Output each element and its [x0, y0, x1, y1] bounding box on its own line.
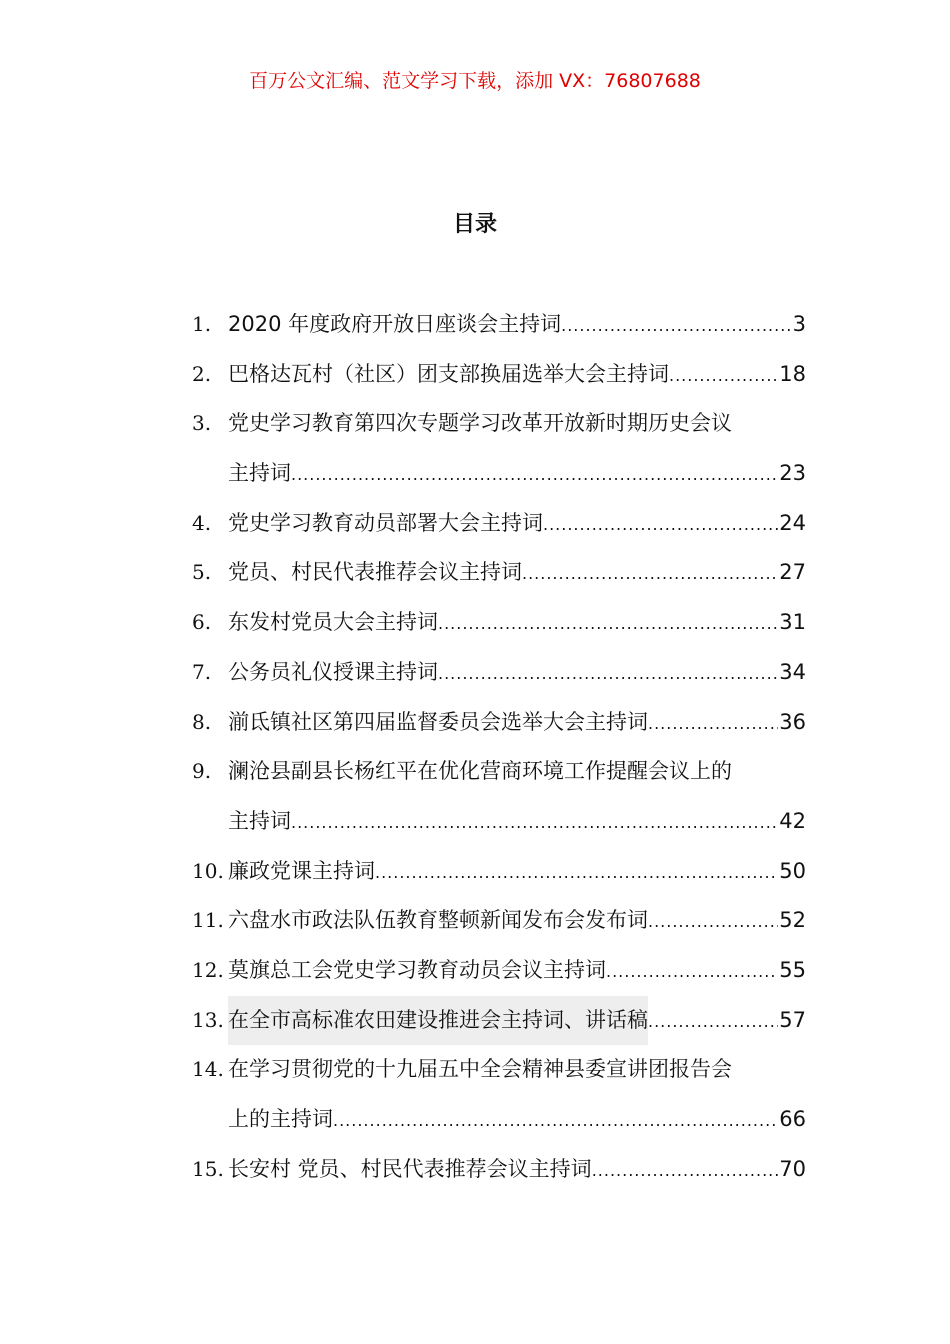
- toc-entry-number: 5.: [192, 560, 212, 585]
- toc-entry-title: 上的主持词: [228, 1107, 333, 1131]
- toc-entry-line: [228, 300, 806, 351]
- toc-entry-number: 12.: [192, 957, 224, 982]
- toc-entry-line: [228, 896, 806, 947]
- toc-page-number: 50: [779, 858, 806, 883]
- toc-entry-line: [228, 698, 806, 749]
- toc-page-number: 27: [779, 560, 806, 585]
- toc-dot-leader: [375, 848, 778, 898]
- toc-entry-title: 澜沧县副县长杨红平在优化营商环境工作提醒会议上的: [228, 759, 732, 784]
- toc-entry[interactable]: [192, 996, 806, 1046]
- toc-entry-line: [228, 598, 806, 649]
- toc-entry[interactable]: [192, 1145, 806, 1195]
- toc-dot-leader: [291, 798, 778, 848]
- toc-page-number: 57: [779, 1007, 806, 1032]
- toc-entry[interactable]: [192, 698, 806, 748]
- toc-entry-number: 9.: [192, 759, 212, 784]
- toc-page-number: 34: [779, 659, 806, 684]
- header-banner: 百万公文汇编、范文学习下载，添加 VX：76807688: [249, 70, 701, 92]
- toc-entry-number: 7.: [192, 659, 212, 684]
- toc-entry-title: 党员、村民代表推荐会议主持词: [228, 560, 522, 585]
- toc-page-number: 3: [792, 312, 806, 336]
- toc-entry-line: [228, 350, 806, 401]
- toc-entry-number: 4.: [192, 510, 212, 535]
- toc-entry[interactable]: [192, 648, 806, 698]
- toc-entry-number: 15.: [192, 1156, 224, 1181]
- toc-entry-number: 6.: [192, 610, 212, 635]
- toc-dot-leader: [522, 549, 778, 599]
- toc-entry-title: 莫旗总工会党史学习教育动员会议主持词: [228, 957, 606, 982]
- toc-entry-line: [228, 548, 806, 599]
- toc-entry-title: 主持词: [228, 461, 291, 486]
- toc-page-number: 52: [779, 908, 806, 933]
- toc-page-number: 31: [779, 610, 806, 635]
- toc-entry-line: [228, 1095, 806, 1146]
- toc-entry-number: 8.: [192, 709, 212, 734]
- toc-entry-line: [228, 449, 806, 500]
- toc-entry-title: 巴格达瓦村（社区）团支部换届选举大会主持词: [228, 361, 669, 386]
- toc-entry-line: [228, 996, 806, 1047]
- toc-page-number: 70: [779, 1156, 806, 1181]
- toc-entry-continuation[interactable]: [192, 797, 806, 847]
- toc-dot-leader: [543, 500, 778, 550]
- toc-entry-line: [228, 399, 806, 449]
- toc-entry-continuation[interactable]: [192, 1095, 806, 1145]
- toc-entry-number: 3.: [192, 411, 212, 436]
- toc-entry-title: 2020 年度政府开放日座谈会主持词: [228, 312, 562, 336]
- toc-entry-number: 14.: [192, 1057, 224, 1082]
- toc-entry-title: 廉政党课主持词: [228, 858, 375, 883]
- toc-entry[interactable]: [192, 946, 806, 996]
- toc-page-number: 36: [779, 709, 806, 734]
- toc-entry-line: [228, 1045, 806, 1095]
- toc-entry[interactable]: [192, 896, 806, 946]
- toc-entry-line: [228, 946, 806, 997]
- toc-page-number: 23: [779, 461, 806, 486]
- toc-dot-leader: [648, 897, 778, 947]
- toc-entry-line: [228, 1145, 806, 1196]
- toc-entry-title: 长安村 党员、村民代表推荐会议主持词: [228, 1156, 592, 1181]
- toc-entry-line: [228, 499, 806, 550]
- toc-entry-line: [228, 797, 806, 848]
- toc-entry-title: 党史学习教育动员部署大会主持词: [228, 510, 543, 535]
- toc-dot-leader: [648, 997, 778, 1047]
- table-of-contents: [192, 300, 806, 1194]
- toc-entry-title: 在学习贯彻党的十九届五中全会精神县委宣讲团报告会: [228, 1057, 732, 1082]
- toc-entry-line: [228, 648, 806, 699]
- toc-entry-number: 2.: [192, 361, 212, 386]
- toc-page-number: 24: [779, 510, 806, 535]
- toc-entry-line: [228, 847, 806, 898]
- toc-entry-title: 东发村党员大会主持词: [228, 610, 438, 635]
- toc-entry-number: 1.: [192, 312, 212, 336]
- toc-dot-leader: [333, 1096, 778, 1146]
- toc-entry[interactable]: [192, 350, 806, 400]
- toc-entry-title: 在全市高标准农田建设推进会主持词、讲话稿: [228, 996, 648, 1046]
- toc-entry-number: 10.: [192, 858, 224, 883]
- toc-entry[interactable]: [192, 499, 806, 549]
- toc-entry-number: 11.: [192, 908, 224, 933]
- toc-entry[interactable]: [192, 548, 806, 598]
- toc-entry-title: 党史学习教育第四次专题学习改革开放新时期历史会议: [228, 411, 732, 436]
- toc-entry-number: 13.: [192, 1007, 224, 1032]
- toc-dot-leader: [438, 649, 778, 699]
- toc-entry-continuation[interactable]: [192, 449, 806, 499]
- toc-page-number: 55: [779, 957, 806, 982]
- toc-dot-leader: [438, 599, 778, 649]
- toc-dot-leader: [669, 351, 778, 401]
- toc-page-number: 66: [779, 1107, 806, 1131]
- toc-entry[interactable]: [192, 747, 806, 797]
- toc-entry-title: 公务员礼仪授课主持词: [228, 659, 438, 684]
- toc-dot-leader: [606, 947, 778, 997]
- toc-entry-title: 湔氐镇社区第四届监督委员会选举大会主持词: [228, 709, 648, 734]
- toc-entry-line: [228, 747, 806, 797]
- toc-dot-leader: [561, 301, 792, 351]
- toc-entry[interactable]: [192, 399, 806, 449]
- toc-dot-leader: [592, 1146, 779, 1196]
- toc-entry[interactable]: [192, 598, 806, 648]
- toc-dot-leader: [648, 699, 778, 749]
- toc-entry-title: 主持词: [228, 808, 291, 833]
- toc-title: 目录: [452, 212, 497, 237]
- toc-dot-leader: [291, 450, 778, 500]
- toc-entry[interactable]: [192, 1045, 806, 1095]
- toc-entry-title: 六盘水市政法队伍教育整顿新闻发布会发布词: [228, 908, 648, 933]
- toc-entry[interactable]: [192, 300, 806, 350]
- toc-page-number: 42: [779, 808, 806, 833]
- toc-page-number: 18: [779, 361, 806, 386]
- toc-entry[interactable]: [192, 847, 806, 897]
